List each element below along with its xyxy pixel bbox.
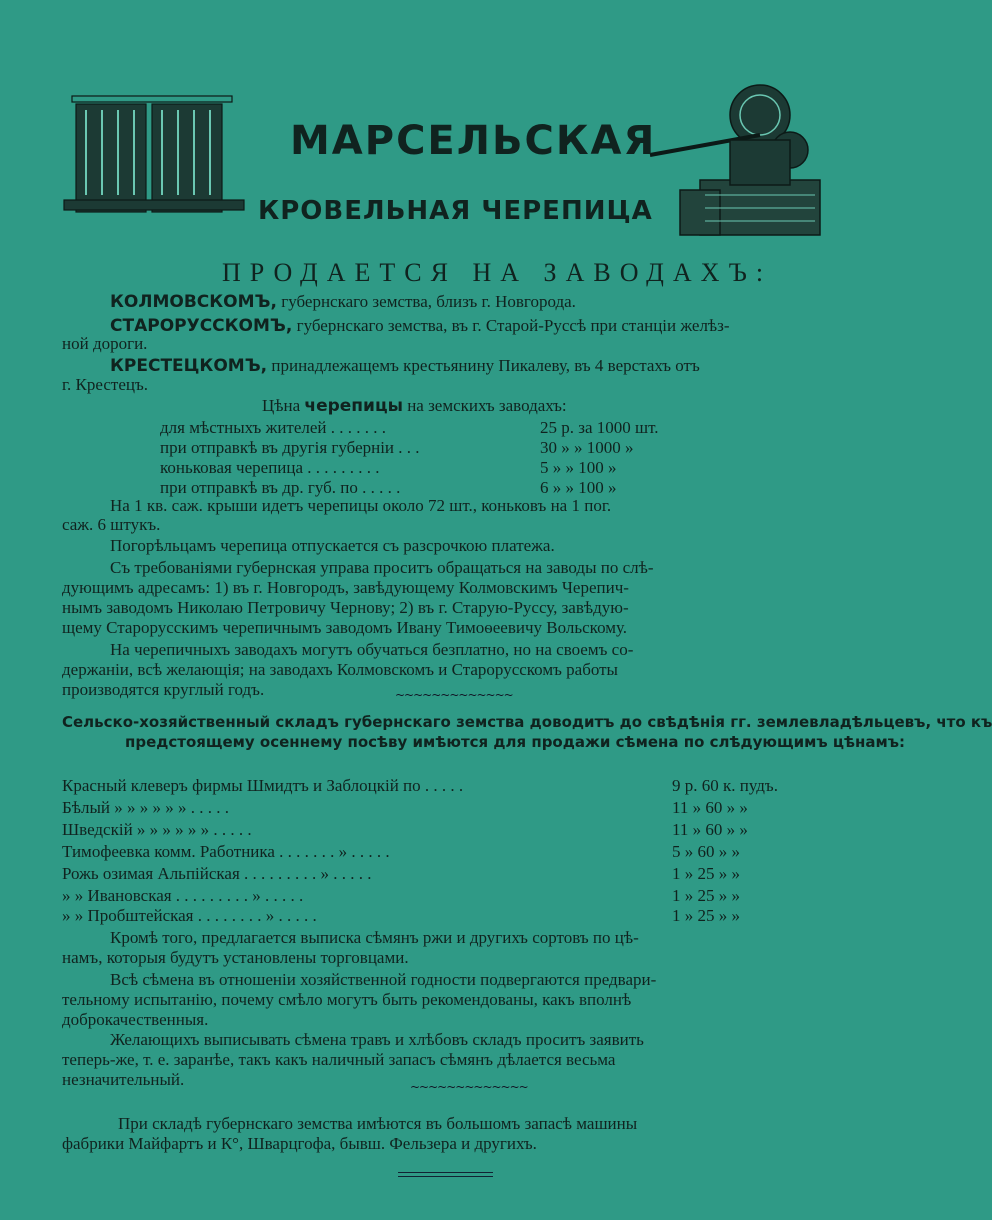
price-row (160, 458, 617, 478)
seed-name: Бѣлый » » » » » » . . . . . (62, 798, 229, 817)
footer-line: фабрики Майфартъ и К°, Шварцгофа, бывш. Фельзера и другихъ. (62, 1134, 537, 1153)
price-label: при отправкѣ въ др. губ. по . . . . . (160, 478, 401, 497)
seed-row (62, 906, 740, 926)
seed-row (62, 864, 740, 884)
factory-desc: губернскаго земства, близъ г. Новгорода. (276, 292, 576, 311)
price-row (160, 478, 617, 498)
factory-line-cont: ной дороги. (62, 334, 148, 353)
price-label: для мѣстныхъ жителей . . . . . . . (160, 418, 387, 437)
section-heading-line: предстоящему осеннему посѣву имѣются для продажи сѣмена по слѣдующимъ цѣнамъ: (125, 733, 906, 751)
seed-price: 1 » 25 » » (672, 886, 740, 905)
sold-at-heading: ПРОДАЕТСЯ НА ЗАВОДАХЪ: (222, 258, 773, 287)
seed-name: » » Пробштейская . . . . . . . . » . . . . . (62, 906, 317, 925)
footer-line: При складѣ губернскаго земства имѣются въ большомъ запасѣ машины (118, 1114, 638, 1133)
price-label: при отправкѣ въ другія губерніи . . . (160, 438, 420, 457)
price-label: коньковая черепица . . . . . . . . . (160, 458, 380, 477)
body-line: щему Старорусскимъ черепичнымъ заводомъ Ивану Тимоѳеевичу Вольскому. (62, 618, 628, 637)
factory-line (110, 356, 700, 376)
ornament-divider: ~~~~~~~~~~~~~ (395, 688, 513, 702)
prices-title-text: на земскихъ заводахъ: (402, 396, 567, 415)
seed-name: Красный клеверъ фирмы Шмидтъ и Заблоцкій по . . . . . (62, 776, 464, 795)
page-title: МАРСЕЛЬСКАЯ (290, 118, 657, 164)
factory-name: КРЕСТЕЦКОМЪ, (110, 356, 268, 376)
body-line: производятся круглый годъ. (62, 680, 265, 699)
factory-line-cont: г. Крестецъ. (62, 375, 149, 394)
price-value: 30 » » 1000 » (540, 438, 634, 457)
seed-price: 11 » 60 » » (672, 798, 748, 817)
seed-name: Тимофеевка комм. Работника . . . . . . . » . . . . . (62, 842, 390, 861)
prices-title-bold: черепицы (304, 396, 403, 416)
seed-price: 1 » 25 » » (672, 864, 740, 883)
tile-press-machine-illustration (630, 80, 830, 245)
seed-price: 9 р. 60 к. пудъ. (672, 776, 778, 795)
factory-desc: губернскаго земства, въ г. Старой-Руссѣ при станціи желѣз- (292, 316, 730, 335)
section-heading-line: Сельско-хозяйственный складъ губернскаго земства доводитъ до свѣдѣнія гг. землевладѣльцевъ, что къ (62, 713, 992, 731)
body-line: доброкачественныя. (62, 1010, 209, 1029)
body-line: Всѣ сѣмена въ отношеніи хозяйственной годности подвергаются предвари- (110, 970, 657, 989)
prices-title-text: Цѣна (262, 396, 305, 415)
body-line: намъ, которыя будутъ установлены торговцами. (62, 948, 409, 967)
seed-price: 1 » 25 » » (672, 906, 740, 925)
seed-name: Рожь озимая Альпійская . . . . . . . . . » . . . . . (62, 864, 372, 883)
body-line: Кромѣ того, предлагается выписка сѣмянъ ржи и другихъ сортовъ по цѣ- (110, 928, 639, 947)
body-line: Съ требованіями губернская управа проситъ обращаться на заводы по слѣ- (110, 558, 654, 577)
body-line: держаніи, всѣ желающія; на заводахъ Колмовскомъ и Старорусскомъ работы (62, 660, 618, 679)
seed-price: 5 » 60 » » (672, 842, 740, 861)
factory-line (110, 316, 730, 336)
body-line: незначительный. (62, 1070, 185, 1089)
price-value: 5 » » 100 » (540, 458, 617, 477)
seed-name: Шведскій » » » » » » . . . . . (62, 820, 252, 839)
body-line: саж. 6 штукъ. (62, 515, 161, 534)
body-line: Желающихъ выписывать сѣмена травъ и хлѣбовъ складъ проситъ заявить (110, 1030, 644, 1049)
prices-title (262, 396, 567, 416)
seed-price: 11 » 60 » » (672, 820, 748, 839)
body-line: нымъ заводомъ Николаю Петровичу Чернову; 2) въ г. Старую-Руссу, завѣдую- (62, 598, 629, 617)
seed-row (62, 820, 748, 840)
page-subtitle: КРОВЕЛЬНАЯ ЧЕРЕПИЦА (258, 196, 653, 226)
roof-tiles-illustration (64, 90, 244, 225)
body-line: Погорѣльцамъ черепица отпускается съ разсрочкою платежа. (110, 536, 555, 555)
seed-row (62, 886, 740, 906)
factory-name: КОЛМОВСКОМЪ, (110, 292, 277, 312)
factory-line (110, 292, 576, 312)
price-row (160, 438, 634, 458)
seed-row (62, 776, 778, 796)
seed-name: » » Ивановская . . . . . . . . . » . . . . . (62, 886, 304, 905)
seed-row (62, 842, 740, 862)
body-line: теперь-же, т. е. заранѣе, такъ какъ наличный запасъ сѣмянъ дѣлается весьма (62, 1050, 616, 1069)
price-value: 6 » » 100 » (540, 478, 617, 497)
body-line: дующимъ адресамъ: 1) въ г. Новгородъ, завѣдующему Колмовскимъ Черепич- (62, 578, 629, 597)
price-row (160, 418, 659, 438)
body-line: На черепичныхъ заводахъ могутъ обучаться безплатно, но на своемъ со- (110, 640, 634, 659)
bottom-rule (398, 1172, 493, 1173)
factory-name: СТАРОРУССКОМЪ, (110, 316, 293, 336)
price-value: 25 р. за 1000 шт. (540, 418, 659, 437)
seed-row (62, 798, 748, 818)
ornament-divider: ~~~~~~~~~~~~~ (410, 1080, 528, 1094)
body-line: тельному испытанію, почему смѣло могутъ быть рекомендованы, какъ вполнѣ (62, 990, 632, 1009)
factory-desc: принадлежащемъ крестьянину Пикалеву, въ 4 верстахъ отъ (267, 356, 700, 375)
bottom-rule (398, 1176, 493, 1177)
body-line: На 1 кв. саж. крыши идетъ черепицы около 72 шт., коньковъ на 1 пог. (110, 496, 612, 515)
